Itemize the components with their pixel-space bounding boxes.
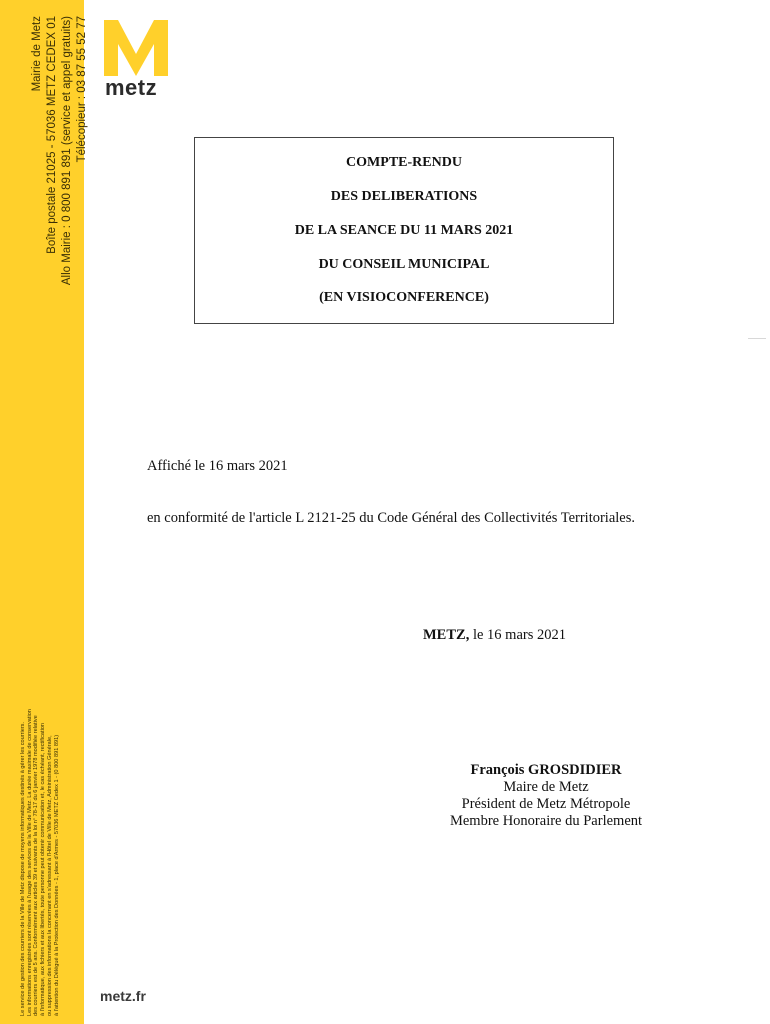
legal-notice (20, 661, 60, 1016)
signatory-title: Membre Honoraire du Parlement (449, 813, 643, 829)
signatory-title: Maire de Metz (503, 779, 589, 795)
legal-line: à l'informatique, aux fichiers et aux libertés, toute personne peut obtenir communication et, le cas échéant, rectification (40, 722, 47, 1016)
scan-edge-mark (748, 338, 766, 339)
legal-line: des courriers est de 5 ans. Conformément aux articles 39 et suivants de la loi n° 78-17 du 6 janvier 1978 modifiée relative (33, 715, 40, 1016)
conformite-text: en conformité de l'article L 2121-25 du Code Général des Collectivités Territoriales. (147, 510, 635, 526)
title-line: DE LA SEANCE DU 11 MARS 2021 (294, 223, 514, 238)
sidebar-band (0, 0, 88, 1024)
address-line: Mairie de Metz (31, 16, 43, 92)
legal-line: ou suppression des informations la concernant en s'adressant à l'Hôtel de Ville de Metz, Administration Générale, (46, 735, 53, 1016)
address-line: Boîte postale 21025 - 57036 METZ CEDEX 01 (46, 16, 58, 254)
place-name: METZ, (423, 627, 470, 643)
logo-wordmark: metz (105, 75, 158, 100)
signatory-name: François GROSDIDIER (470, 762, 622, 778)
legal-line: Les informations enregistrées sont réservées à l'usage des services de la Ville de Metz. La durée maximale de conservation (26, 709, 33, 1016)
title-line: (EN VISIOCONFERENCE) (319, 290, 489, 305)
address-line: Allo Mairie : 0 800 891 891 (service et appel gratuits) (61, 16, 73, 286)
date-text: le 16 mars 2021 (469, 627, 566, 643)
title-line: DU CONSEIL MUNICIPAL (318, 257, 490, 272)
signatory-title: Président de Metz Métropole (461, 796, 631, 812)
legal-line: Le service de gestion des courriers de la Ville de Metz dispose de moyens informatiques destinés à gérer les courriers. (20, 721, 26, 1016)
mairie-address-block (30, 16, 90, 286)
title-line: COMPTE-RENDU (346, 155, 462, 170)
title-box (194, 137, 614, 324)
address-line: Télécopieur : 03 87 55 52 77 (76, 16, 88, 163)
place-date (423, 627, 566, 644)
legal-line: à l'attention du Délégué à la Protection des Données - 1, place d'Armes - 57036 METZ Cedex 1 - (0 800 891 891) (53, 734, 60, 1016)
affiche-date: Affiché le 16 mars 2021 (147, 458, 288, 474)
title-line: DES DELIBERATIONS (330, 189, 478, 204)
metz-logo (104, 20, 170, 100)
footer-website: metz.fr (100, 988, 146, 1004)
signature-block (400, 762, 692, 830)
metz-m-logo-icon (104, 20, 168, 76)
